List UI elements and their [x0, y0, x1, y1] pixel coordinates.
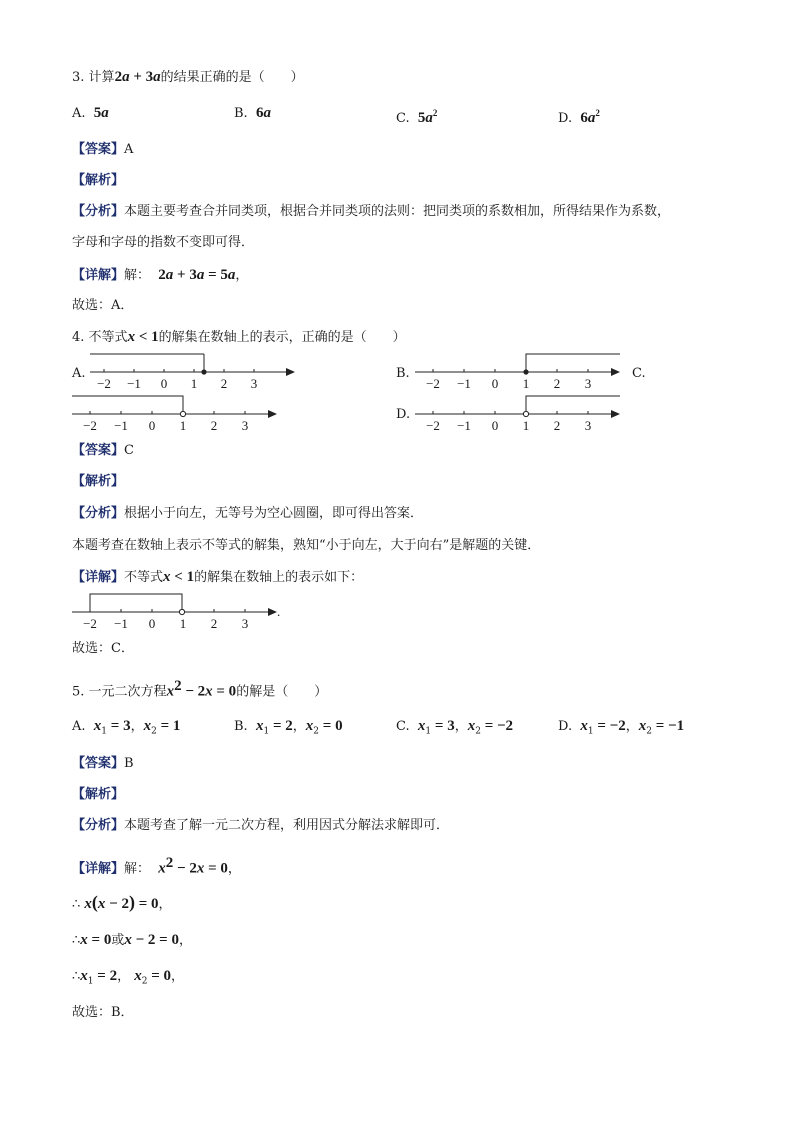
tick-label: 0: [148, 418, 156, 432]
q4-option-d-label: D.: [396, 407, 411, 422]
q4-option-c-label: C.: [632, 366, 646, 381]
q3-detail: 【详解】解： 2a + 3a = 5a，: [72, 267, 249, 283]
q5-analysis-tag: 【解析】: [72, 787, 125, 802]
q3-option-a: A. 5a: [72, 105, 109, 121]
q3-stem-expr: 2a + 3a: [114, 69, 161, 85]
q3-answer: 【答案】A: [72, 142, 134, 157]
tick-label: 0: [148, 616, 156, 630]
tick-label: 2: [210, 616, 218, 630]
q4-option-b-label: B.: [396, 366, 410, 381]
q5-step2: ∴x = 0或x − 2 = 0，: [72, 932, 192, 948]
tick-label: 0: [160, 376, 168, 390]
q4-detail-number-line: [72, 590, 302, 630]
q5-choose: 故选：B．: [72, 1005, 134, 1020]
tick-label: 3: [584, 376, 592, 390]
q3-stem-pre: 计算: [88, 70, 115, 85]
q5-option-b: B. $x_1 = 2$，$x_2 = 0$: [234, 718, 343, 737]
tick-label: −1: [457, 376, 471, 390]
tick-label: 1: [179, 616, 187, 630]
tick-label: 2: [210, 418, 218, 432]
q3-analysis-tag: 【解析】: [72, 173, 125, 188]
tick-label: 0: [491, 376, 499, 390]
tick-label: −2: [426, 418, 440, 432]
q3-fenxi-line2: 字母和字母的指数不变即可得．: [72, 235, 255, 250]
q4-number-line-a: [90, 350, 300, 390]
q4-choose: 故选：C．: [72, 641, 134, 656]
q3-option-d: D. $6a^2$: [558, 108, 600, 126]
tick-label: 3: [250, 376, 258, 390]
tick-label: 1: [179, 418, 187, 432]
q5-step1: ∴ x(x − 2) = 0，: [72, 892, 172, 912]
tick-label: −2: [97, 376, 111, 390]
tick-label: 1: [522, 376, 530, 390]
tick-label: −2: [83, 418, 97, 432]
q5-step3: $\therefore x_1 = 2$， $x_2 = 0$，: [72, 968, 185, 987]
q3-fenxi: 【分析】本题主要考查合并同类项，根据合并同类项的法则：把同类项的系数相加，所得结果作为系数，: [72, 204, 671, 219]
tick-label: −1: [457, 418, 471, 432]
q5-stem: 5. 一元二次方程$x^2 - 2x = 0$的解是（ ）: [72, 678, 328, 700]
q4-detail-period: .: [277, 604, 281, 619]
tick-label: 1: [522, 418, 530, 432]
tick-label: 2: [553, 418, 561, 432]
q3-stem: [72, 68, 304, 87]
q4-fenxi: 【分析】根据小于向左，无等号为空心圆圈，即可得出答案．: [72, 506, 424, 521]
tick-label: 1: [190, 376, 198, 390]
q5-detail: 【详解】解： $x^2 - 2x = 0$，: [72, 855, 241, 877]
tick-label: 0: [491, 418, 499, 432]
q4-number-line-b: [415, 350, 625, 390]
tick-label: 2: [553, 376, 561, 390]
q5-option-a: A. $x_1 = 3$，$x_2 = 1$: [72, 718, 181, 737]
tick-label: −1: [114, 418, 128, 432]
q3-option-c: C. $5a^2$: [396, 108, 438, 126]
q5-option-c: C. $x_1 = 3$，$x_2 = -2$: [396, 718, 514, 737]
tick-label: −1: [127, 376, 141, 390]
q5-fenxi: 【分析】本题考查了解一元二次方程，利用因式分解法求解即可．: [72, 818, 450, 833]
tick-label: −2: [426, 376, 440, 390]
q5-option-d: D. $x_1 = -2$，$x_2 = -1$: [558, 718, 685, 737]
q4-number-line-c: [72, 392, 282, 432]
q4-stem: 4. 不等式x < 1的解集在数轴上的表示，正确的是（ ）: [72, 329, 406, 345]
q4-answer: 【答案】C: [72, 443, 134, 458]
q4-analysis-tag: 【解析】: [72, 474, 125, 489]
q4-note: 本题考查在数轴上表示不等式的解集，熟知“小于向左，大于向右”是解题的关键．: [72, 538, 541, 553]
q3-stem-post: 的结果正确的是（ ）: [160, 70, 304, 85]
tick-label: 3: [584, 418, 592, 432]
q3-choose: 故选：A．: [72, 298, 134, 313]
q4-detail: 【详解】不等式x < 1的解集在数轴上的表示如下：: [72, 569, 364, 585]
tick-label: −2: [83, 616, 97, 630]
q4-option-a-label: A.: [72, 366, 86, 381]
tick-label: −1: [114, 616, 128, 630]
q4-number-line-d: [415, 392, 625, 432]
q3-number: 3.: [72, 70, 85, 85]
tick-label: 3: [241, 418, 249, 432]
tick-label: 3: [241, 616, 249, 630]
tick-label: 2: [220, 376, 228, 390]
q3-option-b: B. 6a: [234, 105, 271, 121]
q5-answer: 【答案】B: [72, 756, 134, 771]
